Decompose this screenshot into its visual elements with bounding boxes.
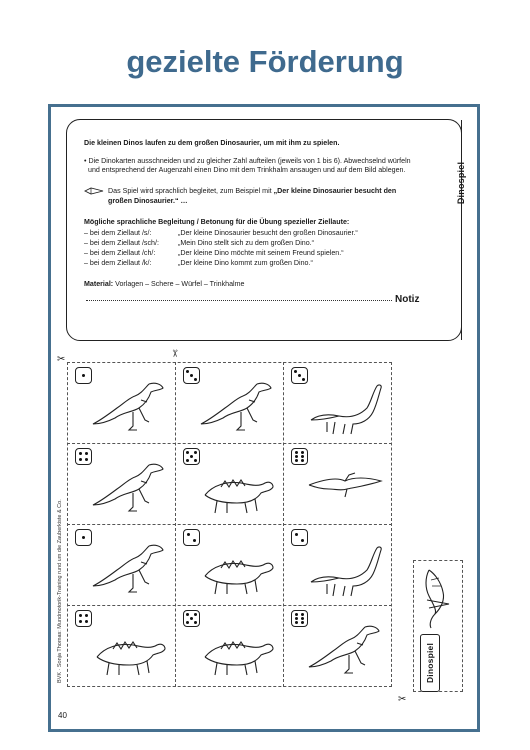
straw-icon	[84, 187, 104, 195]
ziellaut-example: „Der kleine Dinosaurier besucht den großen Dinosaurier.“	[178, 229, 358, 237]
die-pip	[295, 621, 298, 624]
page-number: 40	[58, 711, 67, 720]
die-pip	[79, 620, 82, 623]
dino-drawing-triceratops	[197, 455, 277, 521]
dino-card-t-rex[interactable]	[283, 605, 390, 686]
ziellaut-label: – bei dem Ziellaut /k/:	[84, 259, 152, 267]
die-pip	[301, 621, 304, 624]
scissors-icon: ✂	[398, 694, 407, 705]
dino-drawing-diplodocus	[305, 536, 385, 602]
die-pip	[190, 617, 193, 620]
die-pip	[295, 613, 298, 616]
dino-card-stegosaurus[interactable]	[175, 605, 282, 686]
speech-pre: Das Spiel wird sprachlich begleitet, zum Beispiel mit	[108, 187, 274, 195]
die-pip	[194, 451, 197, 454]
die-pip	[295, 455, 298, 458]
big-card-label: Dinospiel	[425, 642, 435, 684]
die-pip	[194, 613, 197, 616]
dino-card-spinosaurus[interactable]	[67, 524, 174, 605]
notiz-label: Notiz	[395, 294, 420, 305]
die-pip	[294, 370, 297, 373]
die-pip	[295, 533, 298, 536]
instruction-heading: Die kleinen Dinos laufen zu dem großen Dinosaurier, um mit ihm zu spielen.	[84, 139, 340, 147]
ziellaut-label: – bei dem Ziellaut /ch/:	[84, 249, 156, 257]
dino-drawing-pteranodon	[305, 455, 385, 521]
ziellaut-example: „Mein Dino stellt sich zu dem großen Dino.“	[178, 239, 315, 247]
die-pip	[82, 374, 85, 377]
dino-drawing-iguanodon	[89, 374, 169, 440]
dino-drawing-ankylosaurus	[197, 536, 277, 602]
instruction-bullet-line2: und entsprechend der Augenzahl einen Dino mit dem Trinkhalm ansaugen und auf dem Bild ablegen.	[88, 166, 406, 174]
die-pip	[186, 621, 189, 624]
instruction-bullet-line1: • Die Dinokarten ausschneiden und zu gleicher Zahl aufteilen (jeweils von 1 bis 6). Abwechselnd würfeln	[84, 157, 411, 165]
material-line	[84, 280, 244, 289]
dino-drawing-hadrosaur	[89, 617, 169, 683]
dino-card-triceratops[interactable]	[175, 443, 282, 524]
die-pip	[295, 451, 298, 454]
scissors-icon: ✂	[168, 349, 180, 358]
dino-drawing-spinosaurus	[89, 536, 169, 602]
dino-drawing-parasaurolophus	[89, 455, 169, 521]
footer-credit: BVK · Sonja Thomas: Mundmotorik-Training rund um die Zauberkiste & Co.	[57, 499, 63, 683]
instruction-subheading: Mögliche sprachliche Begleitung / Betonung für die Übung spezieller Ziellaute:	[84, 218, 350, 226]
speech-example-1: „Der kleine Dinosaurier besucht den	[273, 187, 397, 195]
die-pip	[82, 536, 85, 539]
die-pip	[301, 459, 304, 462]
die-pip	[79, 614, 82, 617]
dino-card-diplodocus[interactable]	[283, 524, 390, 605]
dino-drawing-brachiosaurus	[305, 374, 385, 440]
die-pip	[79, 452, 82, 455]
material-label: Material:	[84, 280, 114, 288]
die-pip	[79, 458, 82, 461]
die-pip	[186, 459, 189, 462]
die-pip	[301, 613, 304, 616]
die-pip	[190, 374, 193, 377]
die-pip	[295, 617, 298, 620]
ziellaut-example: „Der kleine Dino möchte mit seinem Freund spielen.“	[178, 249, 344, 257]
ziellaut-label: – bei dem Ziellaut /s/:	[84, 229, 152, 237]
side-label-dinospiel: Dinospiel	[456, 161, 466, 205]
dino-drawing-t-rex	[305, 617, 385, 683]
dino-drawing-stegosaurus	[197, 617, 277, 683]
page-title: gezielte Förderung	[126, 44, 404, 79]
dino-card-hadrosaur[interactable]	[67, 605, 174, 686]
die-pip	[187, 533, 190, 536]
dino-card-pteranodon[interactable]	[283, 443, 390, 524]
die-pip	[85, 614, 88, 617]
die-pip	[295, 459, 298, 462]
side-divider-bottom	[461, 214, 462, 340]
dino-card-brachiosaurus[interactable]	[283, 362, 390, 443]
die-pip	[85, 458, 88, 461]
ziellaut-label: – bei dem Ziellaut /sch/:	[84, 239, 159, 247]
dino-card-allosaurus[interactable]	[175, 362, 282, 443]
die-pip	[193, 539, 196, 542]
notiz-line	[86, 300, 392, 301]
dino-drawing-pterosaur	[415, 566, 461, 632]
die-pip	[190, 455, 193, 458]
die-pip	[301, 617, 304, 620]
die-pip	[85, 620, 88, 623]
die-pip	[301, 451, 304, 454]
die-pip	[85, 452, 88, 455]
dino-card-ankylosaurus[interactable]	[175, 524, 282, 605]
die-pip	[186, 451, 189, 454]
dino-card-parasaurolophus[interactable]	[67, 443, 174, 524]
ziellaut-example: „Der kleine Dino kommt zum großen Dino.“	[178, 259, 313, 267]
dino-drawing-allosaurus	[197, 374, 277, 440]
speech-line1	[108, 187, 396, 196]
die-pip	[301, 539, 304, 542]
speech-example-2: großen Dinosaurier.“ …	[108, 197, 188, 205]
die-pip	[186, 613, 189, 616]
side-divider-top	[461, 120, 462, 162]
dino-card-iguanodon[interactable]	[67, 362, 174, 443]
die-pip	[186, 370, 189, 373]
die-pip	[301, 455, 304, 458]
scissors-icon: ✂	[57, 354, 66, 365]
material-value: Vorlagen – Schere – Würfel – Trinkhalme	[113, 280, 245, 288]
die-pip	[298, 374, 301, 377]
